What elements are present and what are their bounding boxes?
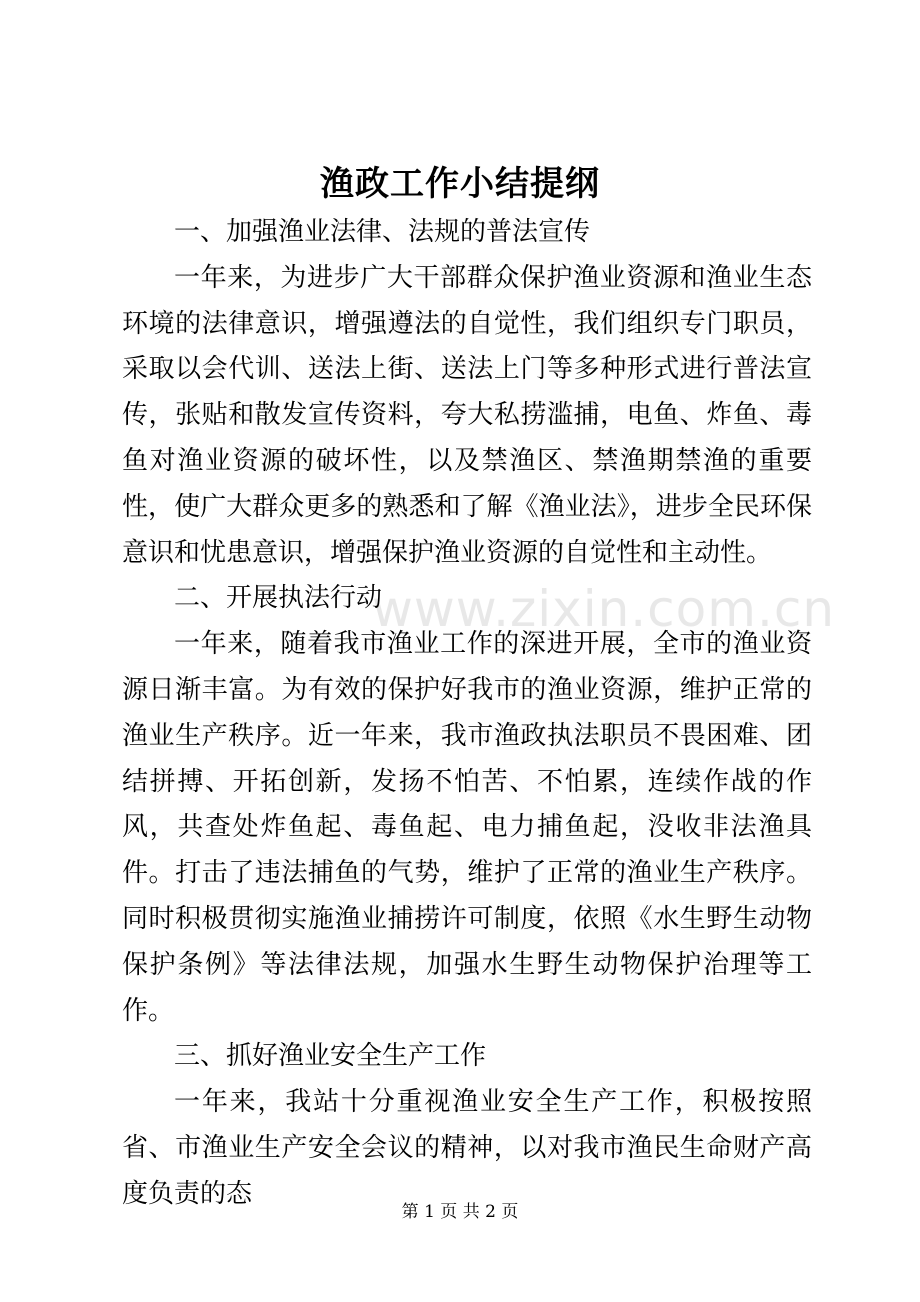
- paragraph-1: 一年来，为进步广大干部群众保护渔业资源和渔业生态环境的法律意识，增强遵法的自觉性，我们组织专门职员，采取以会代训、送法上街、送法上门等多种形式进行普法宣传，张贴和散发宣传资料，夸大私捞滥捕，电鱼、炸鱼、毒鱼对渔业资源的破坏性，以及禁渔区、禁渔期禁渔的重要性，使广大群众更多的熟悉和了解《渔业法》，进步全民环保意识和忧患意识，增强保护渔业资源的自觉性和主动性。: [122, 262, 812, 568]
- section-heading-1: 一、加强渔业法律、法规的普法宣传: [174, 217, 591, 247]
- paragraph-3: 一年来，我站十分重视渔业安全生产工作，积极按照省、市渔业生产安全会议的精神，以对我市渔民生命财产高度负责的态: [122, 1087, 812, 1209]
- document-body: [122, 210, 812, 1218]
- document-title: 渔政工作小结提纲: [320, 164, 600, 204]
- page-footer: 第 1 页 共 2 页: [401, 1202, 519, 1222]
- watermark: www.zixin.com.cn: [372, 580, 836, 638]
- section-heading-3: 三、抓好渔业安全生产工作: [174, 1041, 487, 1072]
- paragraph-2: 一年来，随着我市渔业工作的深进开展，全市的渔业资源日渐丰富。为有效的保护好我市的渔业资源，维护正常的渔业生产秩序。近一年来，我市渔政执法职员不畏困难、团结拼搏、开拓创新，发扬不怕苦、不怕累，连续作战的作风，共查处炸鱼起、毒鱼起、电力捕鱼起，没收非法渔具件。打击了违法捕鱼的气势，维护了正常的渔业生产秩序。同时积极贯彻实施渔业捕捞许可制度，依照《水生野生动物保护条例》等法律法规，加强水生野生动物保护治理等工作。: [122, 629, 812, 1026]
- section-heading-2: 二、开展执法行动: [174, 583, 383, 614]
